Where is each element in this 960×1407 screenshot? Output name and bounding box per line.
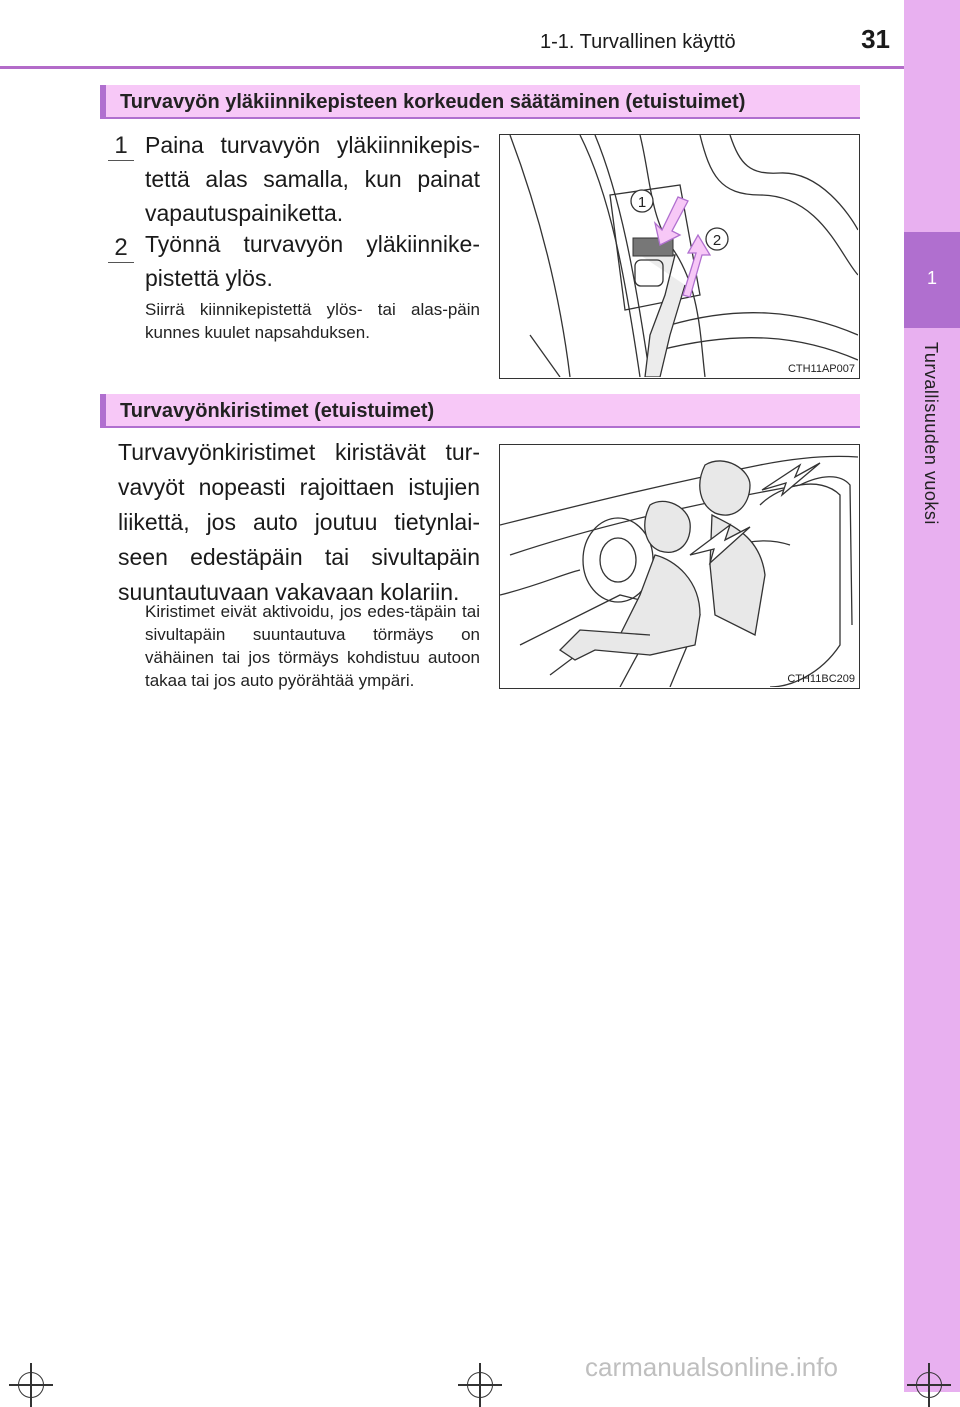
step-number: 1: [108, 132, 134, 161]
chapter-title: Turvallisuuden vuoksi: [921, 342, 941, 525]
pretensioner-illustration: [499, 444, 860, 689]
step-note: Siirrä kiinnikepistettä ylös- tai alas-päin kunnes kuulet napsahduksen.: [145, 300, 480, 342]
figure-code: CTH11BC209: [787, 673, 855, 685]
chapter-sidebar: [904, 0, 960, 1392]
page-number: 31: [861, 24, 890, 54]
crop-mark-icon: [18, 1372, 44, 1398]
belt-anchor-drawing: [500, 135, 858, 377]
step-text: Työnnä turvavyön yläkiinnike-pistettä ylös.: [145, 231, 480, 291]
step-number: 2: [108, 234, 134, 263]
section-title: Turvavyön yläkiinnikepisteen korkeuden säätäminen (etuistuimet): [120, 91, 746, 113]
crop-mark-icon: [467, 1372, 493, 1398]
figure-callout-2: 2: [712, 232, 722, 249]
belt-anchor-illustration: [499, 134, 860, 379]
chapter-number: 1: [926, 268, 937, 288]
watermark: carmanualsonline.info: [585, 1352, 838, 1382]
body-note: Kiristimet eivät aktivoidu, jos edes-täpäin tai sivultapäin suuntautuva törmäys on vähäinen tai jos törmäys kohdistuu autoon takaa tai jos auto pyörähtää ympäri.: [145, 602, 480, 690]
running-header: 1-1. Turvallinen käyttö: [540, 31, 736, 53]
section-banner-pretensioners: [100, 394, 860, 428]
body-text: Turvavyönkiristimet kiristävät tur-vavyöt nopeasti rajoittaen istujien liikettä, jos auto joutuu tietynlai-seen edestäpäin tai sivultapäin suuntautuvaan vakavaan kolariin.: [118, 439, 480, 605]
header-rule: [0, 66, 904, 69]
car-interior-drawing: [500, 445, 858, 687]
crop-mark-icon: [916, 1372, 942, 1398]
section-title: Turvavyönkiristimet (etuistuimet): [120, 400, 435, 422]
figure-code: CTH11AP007: [787, 363, 855, 375]
figure-callout-1: 1: [637, 194, 647, 211]
section-banner-belt-anchor: [100, 85, 860, 119]
step-text: Paina turvavyön yläkiinnikepis-tettä alas samalla, kun painat vapautuspainiketta.: [145, 132, 480, 226]
